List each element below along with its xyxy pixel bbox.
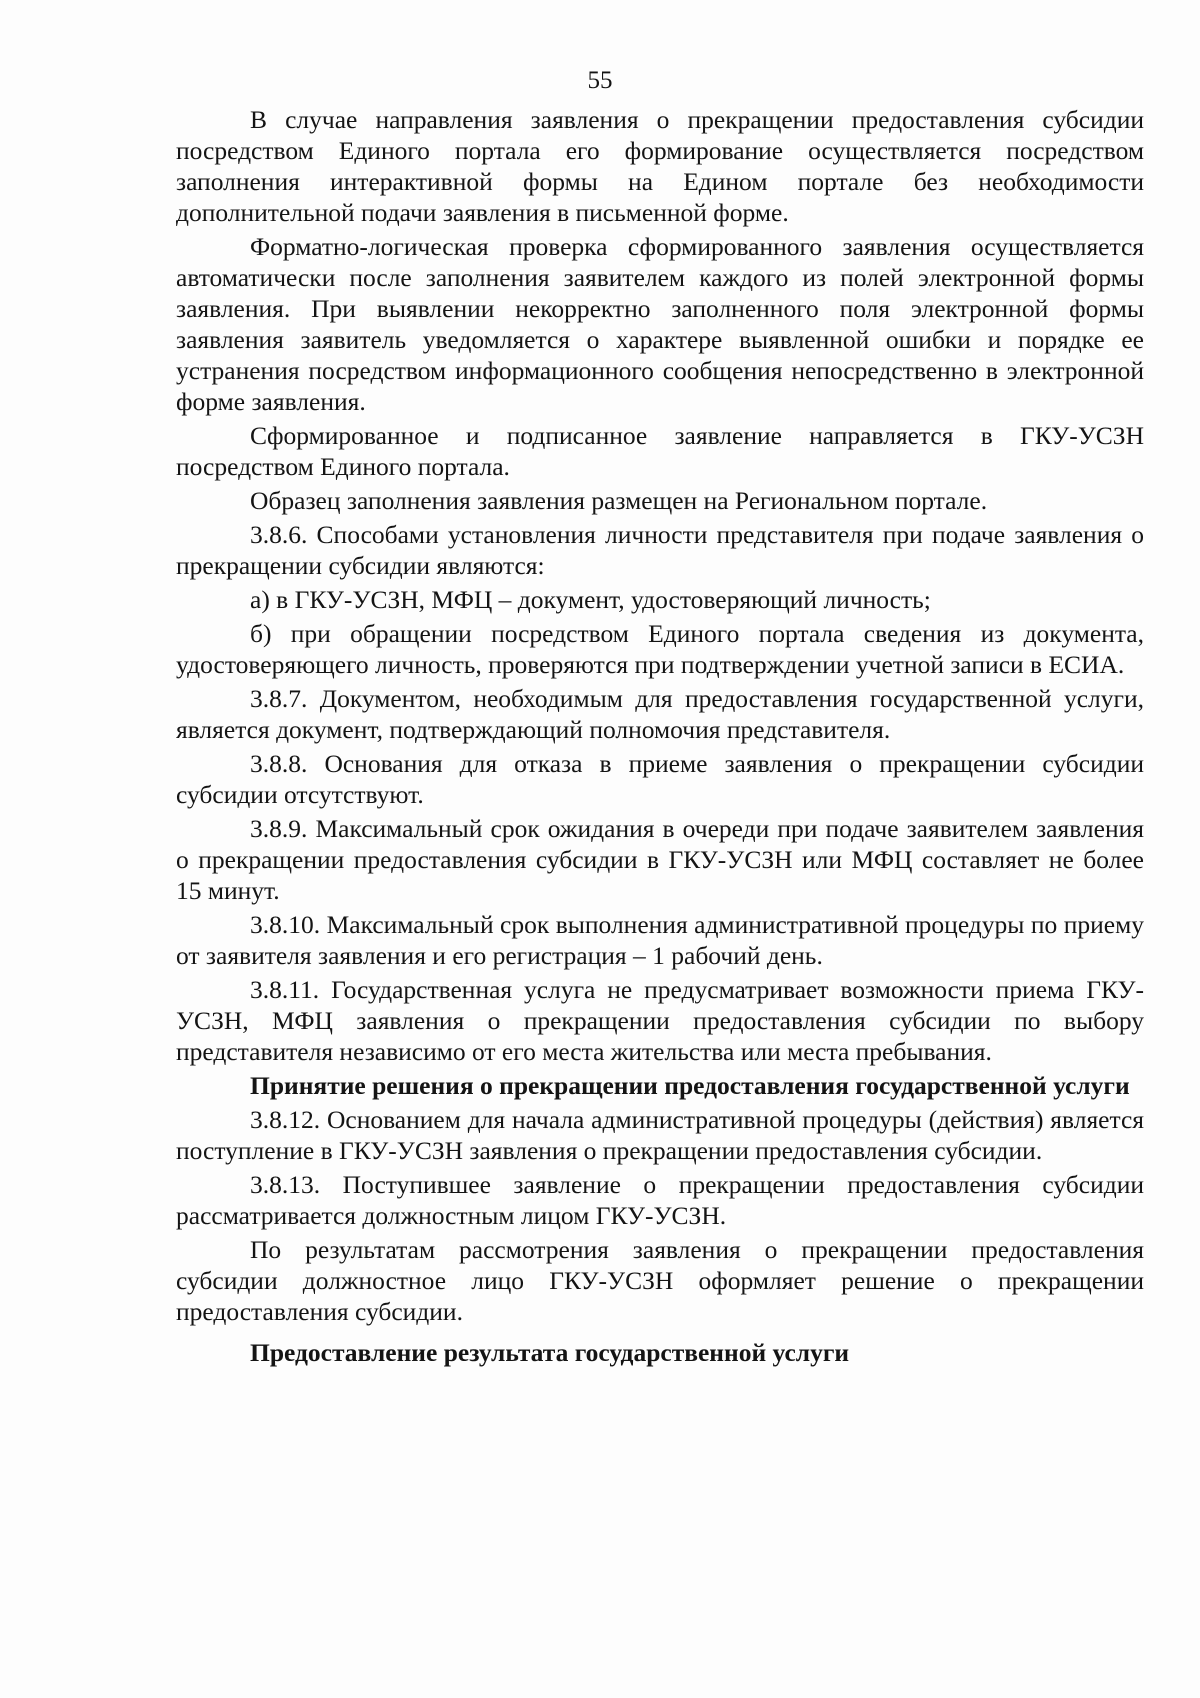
paragraph: Образец заполнения заявления размещен на Региональном портале. [250,486,988,515]
paragraph: 3.8.12. Основанием для начала административной процедуры (действия) является поступление в ГКУ-УСЗН заявления о прекращении предоставления субсидии. [176,1105,1144,1165]
paragraph: 3.8.9. Максимальный срок ожидания в очереди при подаче заявителем заявления о прекращении предоставления субсидии в ГКУ-УСЗН или МФЦ составляет не более 15 минут. [176,814,1144,905]
paragraph: б) при обращении посредством Единого портала сведения из документа, удостоверяющего личность, проверяются при подтверждении учетной записи в ЕСИА. [176,619,1144,679]
section-heading: Предоставление результата государственной услуги [250,1338,850,1367]
document-body [176,104,1144,1371]
paragraph: 3.8.6. Способами установления личности представителя при подаче заявления о прекращении субсидии являются: [176,520,1144,580]
section-heading: Принятие решения о прекращении предоставления государственной услуги [250,1071,1130,1100]
paragraph: 3.8.8. Основания для отказа в приеме заявления о прекращении субсидии субсидии отсутствуют. [176,749,1144,809]
paragraph: По результатам рассмотрения заявления о прекращении предоставления субсидии должностное лицо ГКУ-УСЗН оформляет решение о прекращении предоставления субсидии. [176,1235,1144,1326]
paragraph: В случае направления заявления о прекращении предоставления субсидии посредством Единого портала его формирование осуществляется посредством заполнения интерактивной формы на Едином портале без необходимости дополнительной подачи заявления в письменной форме. [176,105,1144,227]
paragraph: 3.8.13. Поступившее заявление о прекращении предоставления субсидии рассматривается должностным лицом ГКУ-УСЗН. [176,1170,1144,1230]
paragraph: а) в ГКУ-УСЗН, МФЦ – документ, удостоверяющий личность; [250,585,931,614]
paragraph: 3.8.7. Документом, необходимым для предоставления государственной услуги, является документ, подтверждающий полномочия представителя. [176,684,1144,744]
page-number: 55 [587,67,613,94]
paragraph: Форматно-логическая проверка сформированного заявления осуществляется автоматически после заполнения заявителем каждого из полей электронной формы заявления. При выявлении некорректно заполненного поля электронной формы заявления заявитель уведомляется о характере выявленной ошибки и порядке ее устранения посредством информационного сообщения непосредственно в электронной форме заявления. [176,232,1144,416]
paragraph: 3.8.11. Государственная услуга не предусматривает возможности приема ГКУ-УСЗН, МФЦ заявления о прекращении предоставления субсидии по выбору представителя независимо от его места жительства или места пребывания. [176,975,1144,1066]
paragraph: 3.8.10. Максимальный срок выполнения административной процедуры по приему от заявителя заявления и его регистрация – 1 рабочий день. [176,910,1144,970]
paragraph: Сформированное и подписанное заявление направляется в ГКУ-УСЗН посредством Единого портала. [176,421,1144,481]
